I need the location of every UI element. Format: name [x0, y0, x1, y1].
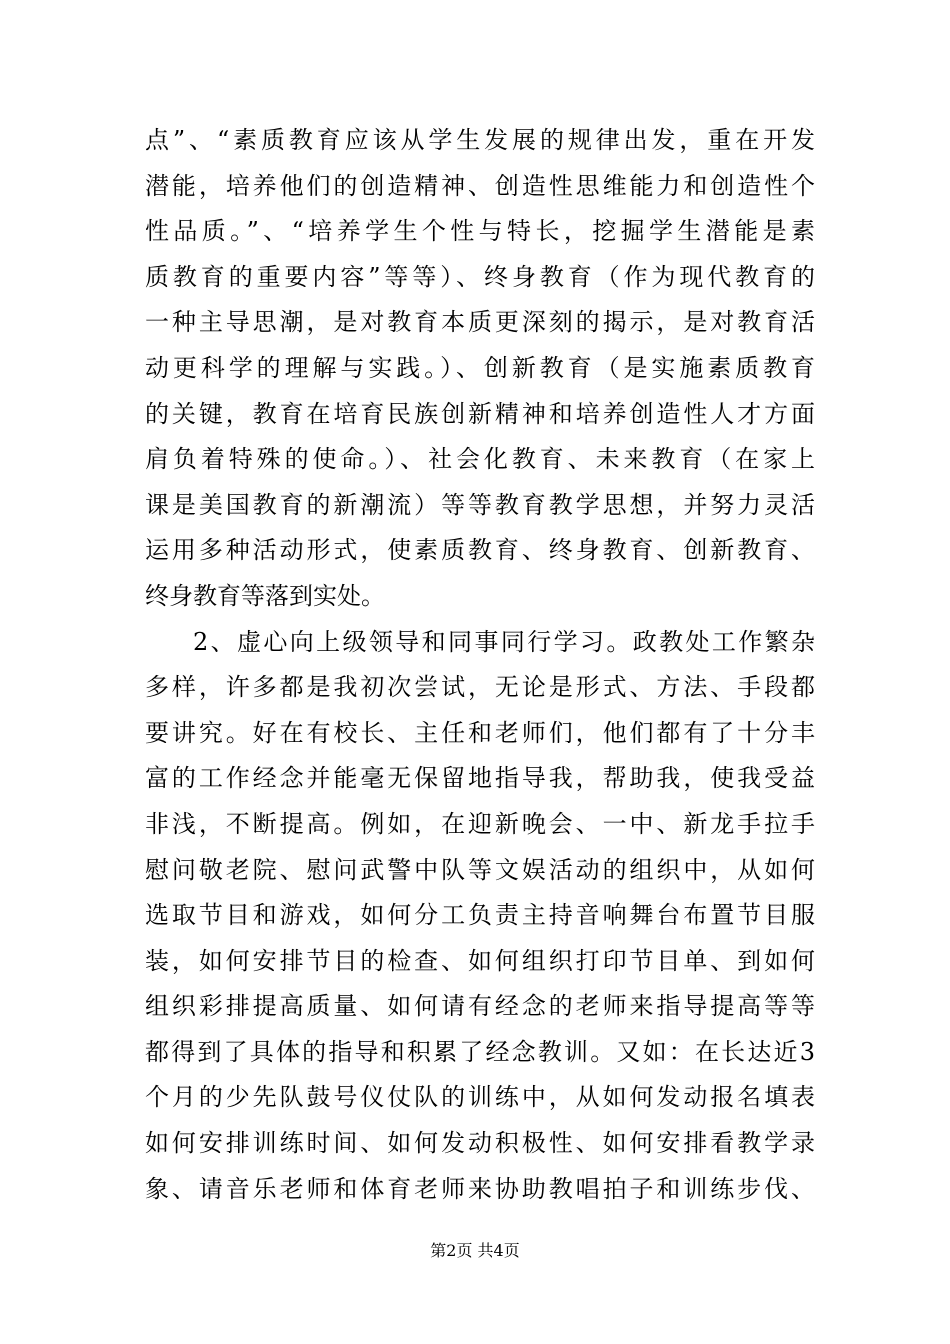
paragraph-start-line: 2、虚心向上级领导和同事同行学习。政教处工作繁杂 — [193, 627, 815, 656]
text-line: 都得到了具体的指导和积累了经念教训。又如：在长达近3 — [145, 1037, 815, 1066]
text-line: 潜能，培养他们的创造精神、创造性思维能力和创造性个 — [145, 171, 815, 200]
text-line: 如何安排训练时间、如何发动积极性、如何安排看教学录 — [145, 1129, 815, 1158]
text-line: 要讲究。好在有校长、主任和老师们，他们都有了十分丰 — [145, 718, 815, 747]
document-body — [145, 118, 815, 1212]
text-line: 质教育的重要内容”等等）、终身教育（作为现代教育的 — [145, 262, 815, 291]
text-line: 多样，许多都是我初次尝试，无论是形式、方法、手段都 — [145, 673, 815, 702]
text-line: 一种主导思潮，是对教育本质更深刻的揭示，是对教育活 — [145, 308, 815, 337]
text-line: 运用多种活动形式，使素质教育、终身教育、创新教育、 — [145, 536, 815, 565]
text-line: 课是美国教育的新潮流）等等教育教学思想，并努力灵活 — [145, 490, 815, 519]
text-line: 个月的少先队鼓号仪仗队的训练中，从如何发动报名填表 — [145, 1083, 815, 1112]
paragraph-end-line: 终身教育等落到实处。 — [145, 581, 385, 610]
text-line: 象、请音乐老师和体育老师来协助教唱拍子和训练步伐、 — [145, 1174, 815, 1203]
text-line: 动更科学的理解与实践。）、创新教育（是实施素质教育 — [145, 353, 815, 382]
text-line: 装，如何安排节目的检查、如何组织打印节目单、到如何 — [145, 946, 815, 975]
text-line: 肩负着特殊的使命。）、社会化教育、未来教育（在家上 — [145, 445, 815, 474]
text-line: 点”、“素质教育应该从学生发展的规律出发，重在开发 — [145, 126, 815, 154]
page-number-footer: 第2页 共4页 — [430, 1241, 520, 1260]
text-line: 富的工作经念并能毫无保留地指导我，帮助我，使我受益 — [145, 764, 815, 793]
text-line: 的关键，教育在培育民族创新精神和培养创造性人才方面 — [145, 399, 815, 428]
text-line: 组织彩排提高质量、如何请有经念的老师来指导提高等等 — [145, 992, 815, 1021]
text-line: 选取节目和游戏，如何分工负责主持音响舞台布置节目服 — [145, 901, 815, 930]
text-line: 性品质。”、“培养学生个性与特长，挖掘学生潜能是素 — [145, 217, 815, 246]
text-line: 非浅，不断提高。例如，在迎新晚会、一中、新龙手拉手 — [145, 809, 815, 838]
text-line: 慰问敬老院、慰问武警中队等文娱活动的组织中，从如何 — [145, 855, 815, 884]
